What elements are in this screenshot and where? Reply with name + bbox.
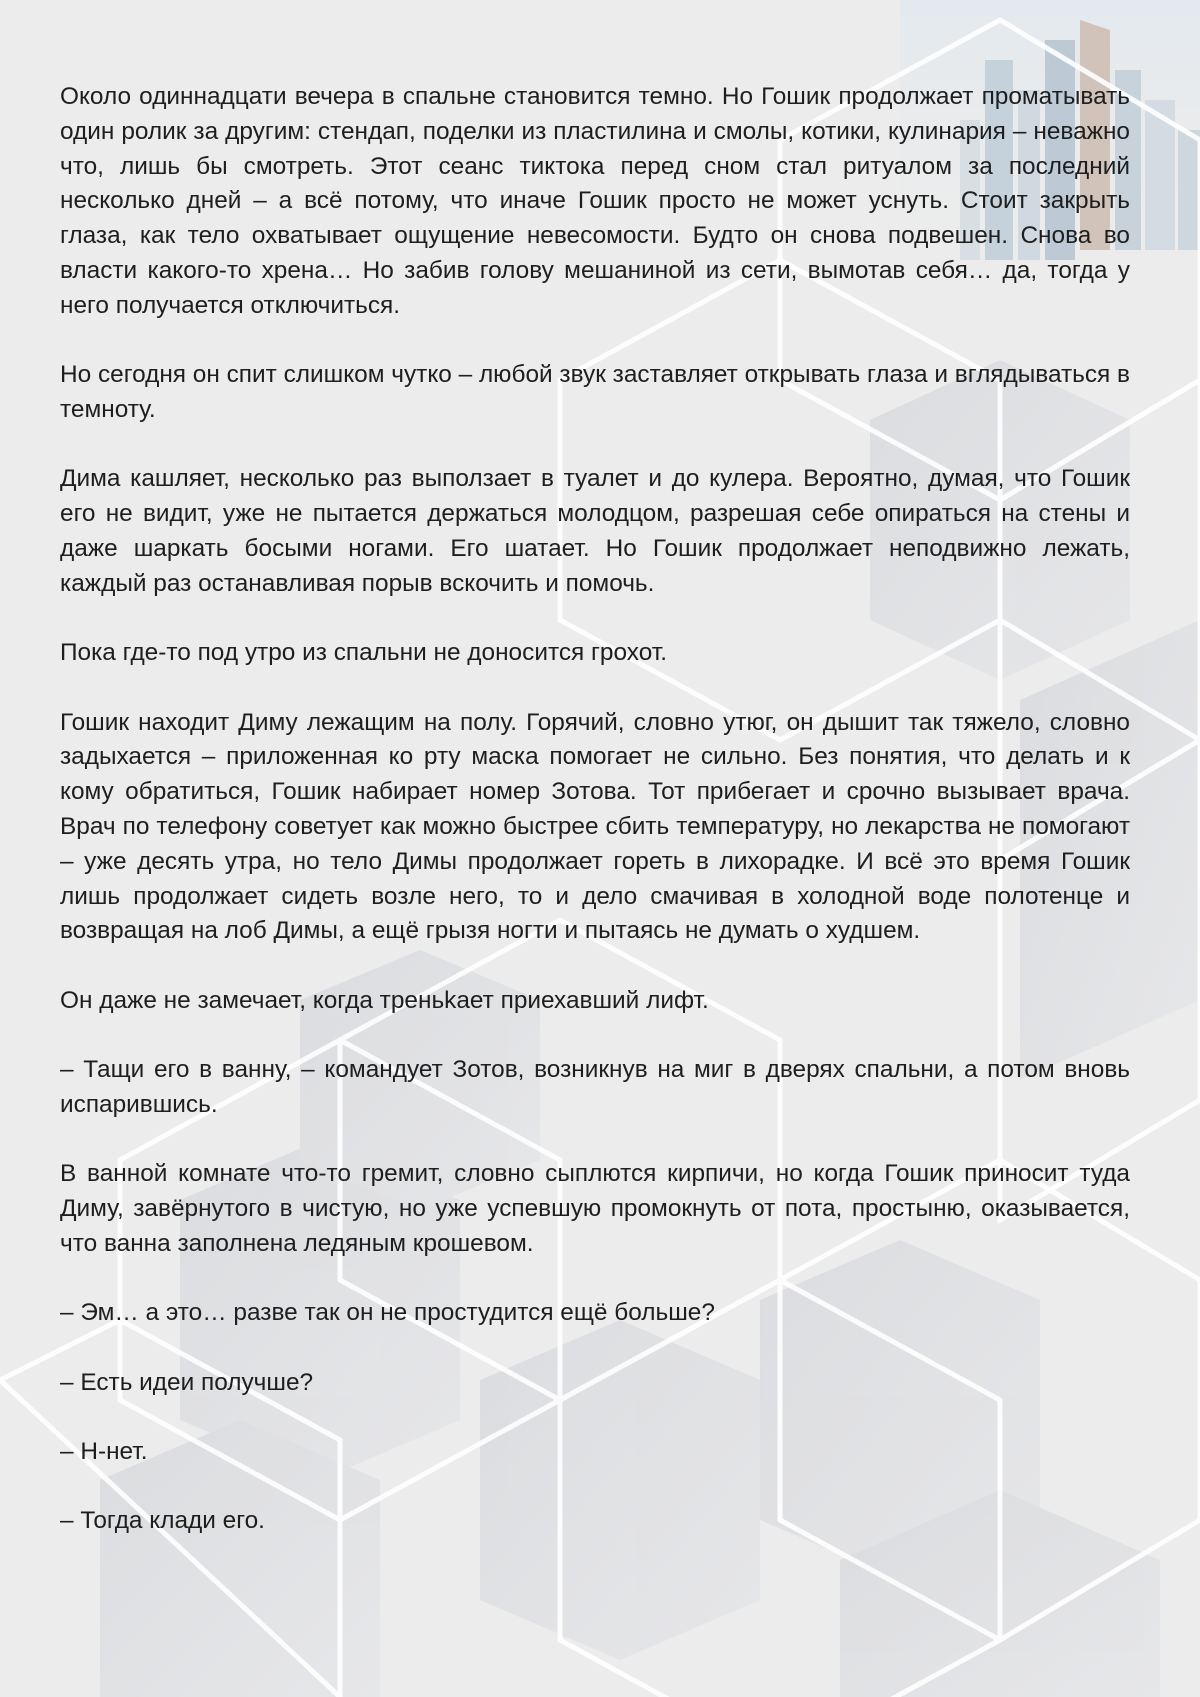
paragraph: Но сегодня он спит слишком чутко – любой звук заставляет открывать глаза и вглядываться в темноту.	[60, 361, 1130, 423]
paragraph: В ванной комнате что-то гремит, словно сыплются кирпичи, но когда Гошик приносит туда Диму, завёрнутого в чистую, но уже успевшую промокнуть от пота, простыню, оказывается, что ванна заполнена ледяным крошевом.	[60, 1160, 1130, 1257]
dialogue-line: – Н-нет.	[60, 1438, 148, 1466]
paragraph: Около одиннадцати вечера в спальне становится темно. Но Гошик продолжает проматывать один ролик за другим: стендап, поделки из пластилина и смолы, котики, кулинария – неважно что, лишь бы смотреть. Этот сеанс тиктока перед сном стал ритуалом за последний несколько дней – а всё потому, что иначе Гошик просто не может уснуть. Стоит закрыть глаза, как тело охватывает ощущение невесомости. Будто он снова подвешен. Снова во власти какого-то хрена… Но забив голову мешаниной из сети, вымотав себя… да, тогда у него получается отключиться.	[60, 83, 1130, 319]
paragraph: Он даже не замечает, когда треньkaет приехавший лифт.	[60, 986, 709, 1014]
paragraph: Пока где-то под утро из спальни не доносится грохот.	[60, 639, 667, 667]
dialogue-line: – Тогда клади его.	[60, 1507, 265, 1535]
paragraph: Гошик находит Диму лежащим на полу. Горячий, словно утюг, он дышит так тяжело, словно задыхается – приложенная ко рту маска помогает не сильно. Без понятия, что делать и к кому обратиться, Гошик набирает номер Зотова. Тот прибегает и срочно вызывает врача. Врач по телефону советует как можно быстрее сбить температуру, но лекарства не помогают – уже десять утра, но тело Димы продолжает гореть в лихорадке. И всё это время Гошик лишь продолжает сидеть возле него, то и дело смачивая в холодной воде полотенце и возвращая на лоб Димы, а ещё грызя ногти и пытаясь не думать о худшем.	[60, 708, 1130, 945]
document-body	[60, 80, 1130, 1574]
dialogue-line: – Есть идеи получше?	[60, 1368, 314, 1396]
dialogue-line: – Эм… а это… разве так он не простудится ещё больше?	[60, 1299, 715, 1327]
dialogue-line: – Тащи его в ванну, – командует Зотов, возникнув на миг в дверях спальни, а потом вновь испарившись.	[60, 1056, 1130, 1118]
paragraph: Дима кашляет, несколько раз выползает в туалет и до кулера. Вероятно, думая, что Гошик его не видит, уже не пытается держаться молодцом, разрешая себе опираться на стены и даже шаркать босыми ногами. Его шатает. Но Гошик продолжает неподвижно лежать, каждый раз останавливая порыв вскочить и помочь.	[60, 465, 1130, 597]
